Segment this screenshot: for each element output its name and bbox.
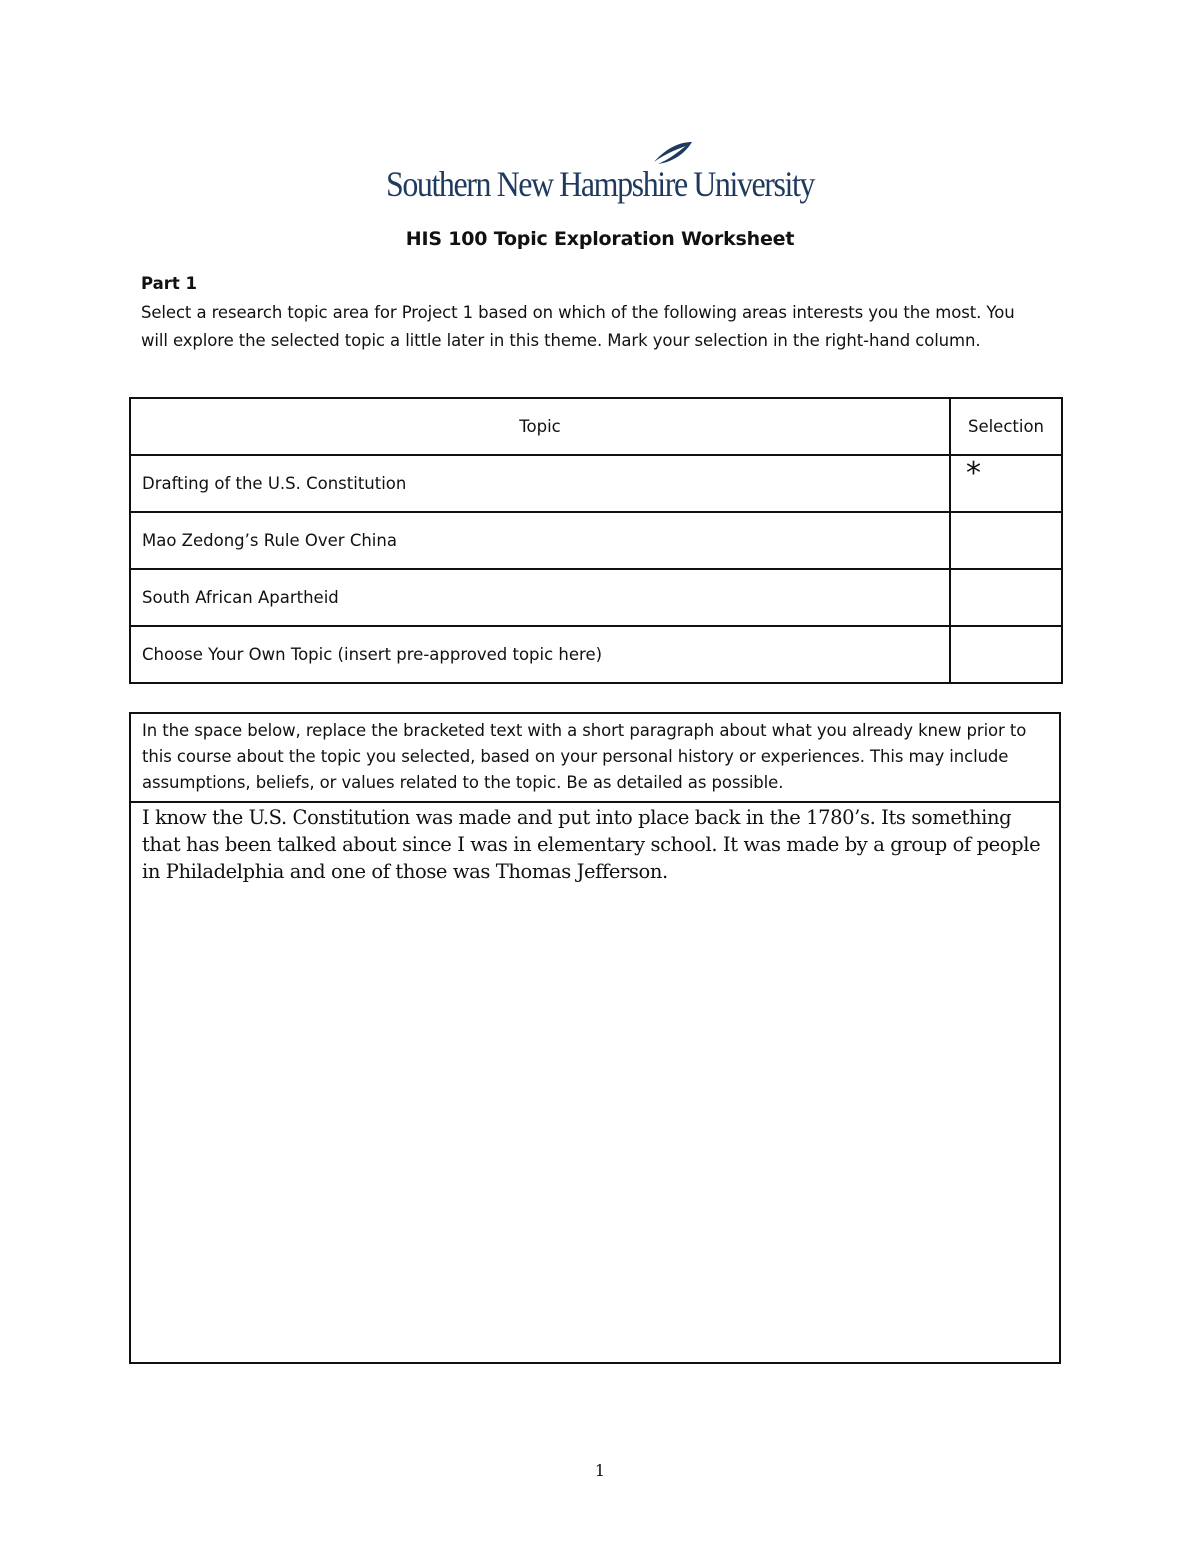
table-row [130, 512, 1062, 569]
selection-cell[interactable] [950, 569, 1062, 626]
selection-cell[interactable] [950, 626, 1062, 683]
topic-cell: Choose Your Own Topic (insert pre-approved topic here) [130, 626, 950, 683]
part-heading: Part 1 [141, 274, 198, 293]
topic-selection-table [129, 397, 1063, 684]
selection-cell[interactable] [950, 512, 1062, 569]
topic-cell: Drafting of the U.S. Constitution [130, 455, 950, 512]
logo-wordmark: Southern New Hampshire University [386, 164, 816, 204]
university-logo [386, 140, 816, 208]
selection-mark: * [966, 456, 981, 491]
response-answer[interactable]: I know the U.S. Constitution was made and put into place back in the 1780’s. Its something that has been talked about since I was in elementary school. It was made by a group of people in Philadelphia and one of those was Thomas Jefferson. [142, 806, 1041, 883]
table-row [130, 455, 1062, 512]
selection-column-header: Selection [950, 398, 1062, 455]
table-row [130, 569, 1062, 626]
topic-column-header: Topic [130, 398, 950, 455]
response-box [129, 712, 1061, 1364]
table-header-row [130, 398, 1062, 455]
worksheet-title: HIS 100 Topic Exploration Worksheet [405, 228, 795, 250]
topic-cell: South African Apartheid [130, 569, 950, 626]
response-prompt: In the space below, replace the bracketed text with a short paragraph about what you already knew prior to this course about the topic you selected, based on your personal history or experiences. This may include assumptions, beliefs, or values related to the topic. Be as detailed as possible. [131, 714, 1059, 803]
table-row [130, 626, 1062, 683]
selection-cell[interactable] [950, 455, 1062, 512]
topic-cell: Mao Zedong’s Rule Over China [130, 512, 950, 569]
page-number: 1 [594, 1461, 606, 1480]
part-instructions: Select a research topic area for Project 1 based on which of the following areas interests you the most. You will explore the selected topic a little later in this theme. Mark your selection in the right-hand column. [141, 303, 1015, 350]
quill-feather-icon [654, 142, 692, 164]
